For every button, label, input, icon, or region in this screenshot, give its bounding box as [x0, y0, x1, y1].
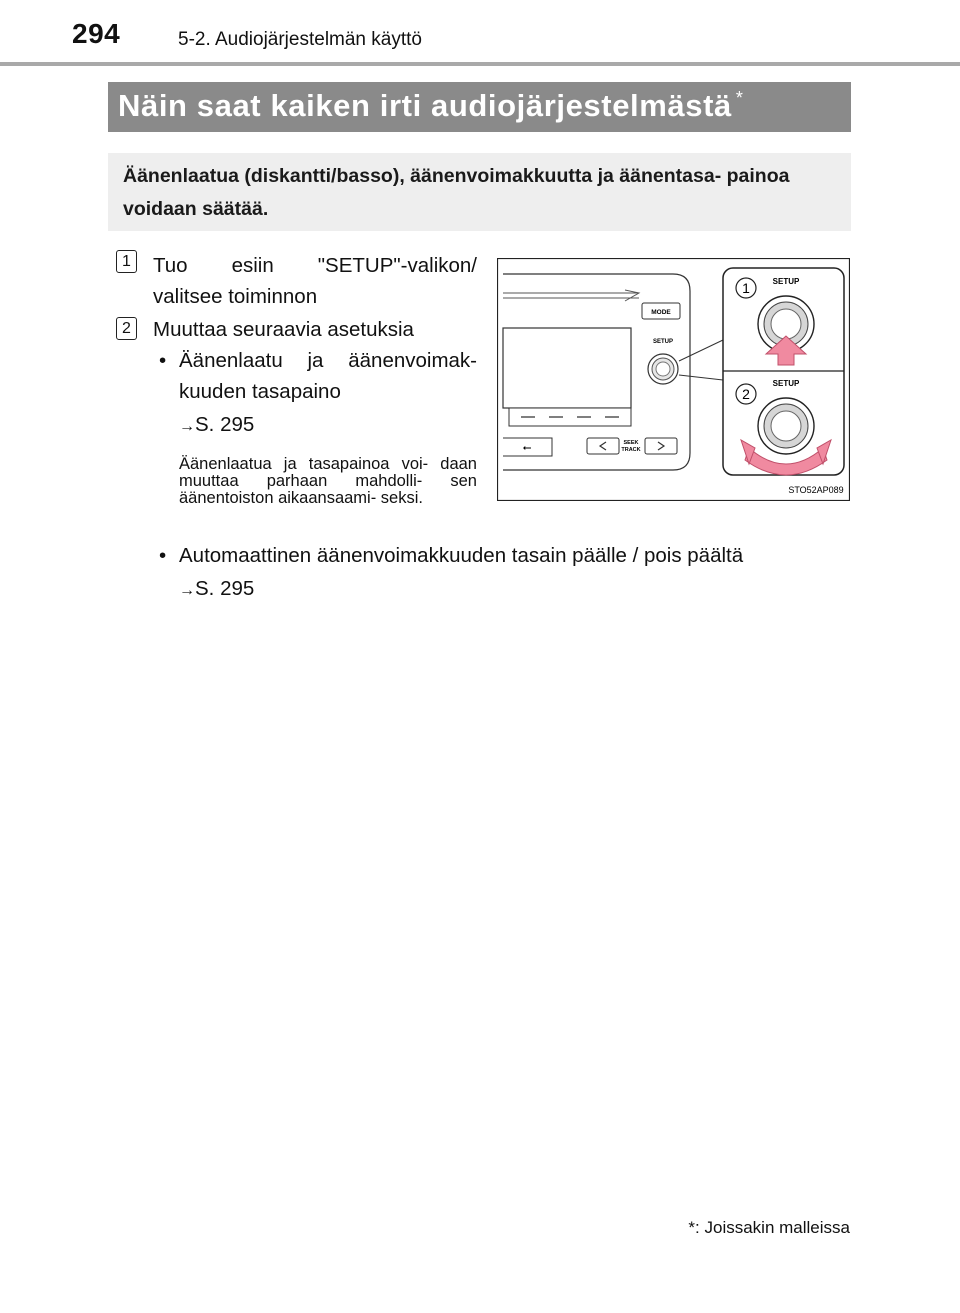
- callout-1-number: 1: [742, 280, 750, 296]
- intro-text: Äänenlaatua (diskantti/basso), äänenvoimakkuutta ja äänentasa- painoa voidaan säätää.: [123, 165, 790, 220]
- step-1: [153, 250, 477, 312]
- step-number-1: 1: [116, 250, 137, 273]
- step-2-text: Muuttaa seuraavia asetuksia: [153, 318, 414, 341]
- setup-label: SETUP: [652, 339, 674, 345]
- audio-panel-illustration: [497, 258, 850, 501]
- seek-back-button: [587, 438, 619, 454]
- bullet-marker: •: [159, 544, 167, 567]
- intro-box: [108, 153, 851, 231]
- arrow-right-icon: →: [179, 418, 193, 435]
- setup-knob-press-center: [771, 309, 801, 339]
- callout-2-label: SETUP: [772, 379, 800, 388]
- bullet-2-line-1: Automaattinen äänenvoimakkuuden tasain päälle / pois päältä: [179, 544, 744, 567]
- seek-label-line-1: SEEK: [623, 440, 639, 446]
- bullet-item-2: [159, 540, 859, 606]
- page-title-text: Näin saat kaiken irti audiojärjestelmästä: [118, 88, 732, 123]
- seek-forward-button: [645, 438, 677, 454]
- header-divider: [0, 62, 960, 66]
- display-screen: [503, 328, 631, 408]
- bullet-1-page-ref: S. 295: [195, 413, 255, 436]
- mode-button-label: MODE: [651, 309, 671, 316]
- footnote: [688, 1218, 850, 1238]
- page-title: [118, 88, 743, 124]
- setup-knob-center: [656, 362, 670, 376]
- bullet-1-note: Äänenlaatua ja tasapainoa voi- daan muuttaa parhaan mahdolli- sen äänentoiston aikaansaami- seksi.: [179, 455, 477, 507]
- footnote-text: : Joissakin malleissa: [695, 1218, 850, 1237]
- bullet-1-line-1: Äänenlaatu ja äänenvoimak-: [179, 349, 477, 372]
- bullet-item-1: [159, 345, 477, 507]
- bullet-2-page-ref: S. 295: [195, 577, 255, 600]
- step-1-line-1: Tuo esiin "SETUP"-valikon/: [153, 254, 477, 277]
- title-star-marker: *: [735, 88, 744, 108]
- usb-icon: ⭠: [522, 441, 532, 454]
- figure-code: STO52AP089: [788, 485, 844, 495]
- footnote-marker: *: [688, 1218, 696, 1237]
- page-number: 294: [72, 18, 121, 49]
- bullet-marker: •: [159, 349, 167, 372]
- step-number-2: 2: [116, 317, 137, 340]
- callout-1-label: SETUP: [772, 277, 800, 286]
- bullet-1-line-2: kuuden tasapaino: [179, 380, 341, 403]
- setup-knob-turn-center: [771, 411, 801, 441]
- section-title: 5-2. Audiojärjestelmän käyttö: [178, 29, 422, 50]
- title-bar: [108, 82, 851, 132]
- bullet-1-reference: [179, 409, 477, 442]
- seek-label-line-2: TRACK: [621, 447, 641, 453]
- bullet-2-reference: [179, 573, 859, 606]
- callout-2-number: 2: [742, 386, 750, 402]
- arrow-right-icon: →: [179, 582, 193, 599]
- step-1-line-2: valitsee toiminnon: [153, 285, 318, 308]
